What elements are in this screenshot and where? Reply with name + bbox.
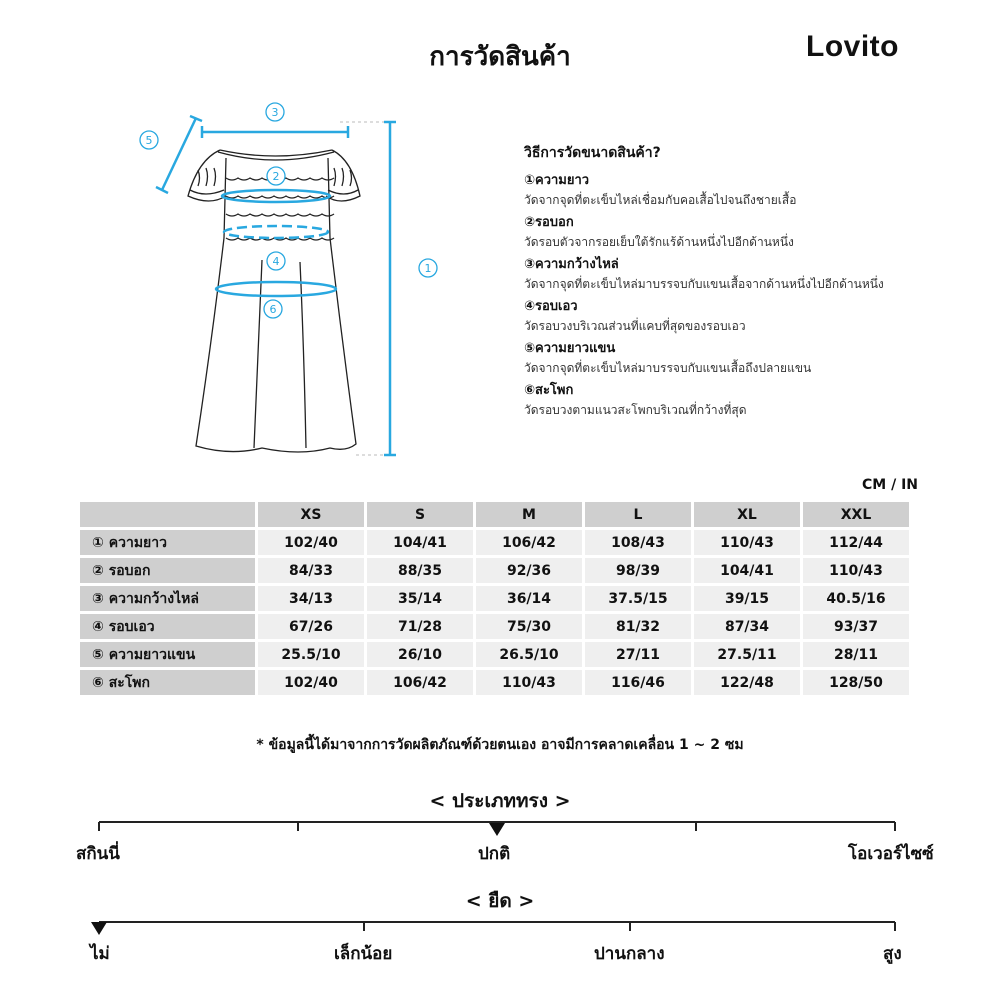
- svg-text:4: 4: [272, 255, 280, 268]
- instruction-desc: วัดจากจุดที่ตะเข็บไหล่มาบรรจบกับแขนเสื้อถึงปลายแขน: [524, 361, 812, 375]
- table-cell: 81/32: [585, 614, 691, 639]
- table-row: [80, 642, 909, 667]
- instruction-title: ⑥สะโพก: [524, 383, 574, 398]
- brand-logo: Lovito: [806, 30, 899, 63]
- table-row: [80, 586, 909, 611]
- stretch-label-medium: ปานกลาง: [594, 944, 665, 964]
- table-cell: 37.5/15: [585, 586, 691, 611]
- table-cell: 122/48: [694, 670, 800, 695]
- stretch-label-slight: เล็กน้อย: [334, 944, 393, 964]
- table-cell: 110/43: [476, 670, 582, 695]
- svg-text:3: 3: [271, 106, 279, 119]
- table-cell: 34/13: [258, 586, 364, 611]
- instruction-item: [524, 296, 964, 338]
- table-cell: 112/44: [803, 530, 909, 555]
- table-cell: 110/43: [694, 530, 800, 555]
- size-header: S: [367, 502, 473, 527]
- table-cell: 71/28: [367, 614, 473, 639]
- instruction-desc: วัดจากจุดที่ตะเข็บไหล่เชื่อมกับคอเสื้อไปจนถึงชายเสื้อ: [524, 193, 797, 207]
- table-header-row: [80, 502, 909, 527]
- svg-text:1: 1: [424, 262, 432, 275]
- fit-scale-line: [99, 822, 895, 831]
- instruction-item: [524, 380, 964, 422]
- table-cell: 102/40: [258, 670, 364, 695]
- row-label: ③ ความกว้างไหล่: [80, 586, 255, 611]
- table-cell: 36/14: [476, 586, 582, 611]
- table-cell: 39/15: [694, 586, 800, 611]
- table-cell: 108/43: [585, 530, 691, 555]
- marker-labels: [146, 106, 432, 316]
- table-cell: 27.5/11: [694, 642, 800, 667]
- table-row: [80, 614, 909, 639]
- table-cell: 106/42: [367, 670, 473, 695]
- size-header: XL: [694, 502, 800, 527]
- table-row: [80, 670, 909, 695]
- instruction-desc: วัดรอบตัวจากรอยเย็บใต้รักแร้ด้านหนึ่งไปอีกด้านหนึ่ง: [524, 235, 794, 249]
- size-header: M: [476, 502, 582, 527]
- page-title: การวัดสินค้า: [429, 42, 571, 72]
- size-header: L: [585, 502, 691, 527]
- table-cell: 26/10: [367, 642, 473, 667]
- instructions-heading: วิธีการวัดขนาดสินค้า?: [524, 145, 661, 161]
- instruction-title: ①ความยาว: [524, 173, 590, 188]
- stretch-scale-title: < ยืด >: [465, 890, 535, 912]
- instruction-desc: วัดรอบวงตามแนวสะโพกบริเวณที่กว้างที่สุด: [524, 403, 747, 417]
- measure-instructions: [524, 146, 964, 422]
- table-cell: 84/33: [258, 558, 364, 583]
- fit-label-regular: ปกติ: [478, 844, 511, 864]
- instruction-title: ②รอบอก: [524, 215, 574, 230]
- measurement-note: * ข้อมูลนี้ได้มาจากการวัดผลิตภัณฑ์ด้วยตนเอง อาจมีการคลาดเคลื่อน 1 ~ 2 ซม: [256, 737, 744, 753]
- svg-text:2: 2: [272, 170, 280, 183]
- stretch-label-none: ไม่: [90, 944, 110, 964]
- table-cell: 110/43: [803, 558, 909, 583]
- table-cell: 98/39: [585, 558, 691, 583]
- instruction-desc: วัดรอบวงบริเวณส่วนที่แคบที่สุดของรอบเอว: [524, 319, 746, 333]
- table-cell: 25.5/10: [258, 642, 364, 667]
- table-row: [80, 558, 909, 583]
- fit-label-oversize: โอเวอร์ไซซ์: [848, 844, 934, 864]
- guide-lines: [340, 122, 384, 455]
- svg-text:6: 6: [269, 303, 277, 316]
- table-cell: 116/46: [585, 670, 691, 695]
- table-cell: 104/41: [694, 558, 800, 583]
- size-header: XXL: [803, 502, 909, 527]
- instruction-title: ⑤ความยาวแขน: [524, 341, 616, 356]
- instruction-title: ④รอบเอว: [524, 299, 578, 314]
- table-cell: 27/11: [585, 642, 691, 667]
- stretch-scale-line: [99, 922, 895, 931]
- row-label: ⑤ ความยาวแขน: [80, 642, 255, 667]
- table-cell: 106/42: [476, 530, 582, 555]
- row-label: ④ รอบเอว: [80, 614, 255, 639]
- marker-circles: [140, 103, 437, 318]
- table-cell: 26.5/10: [476, 642, 582, 667]
- table-cell: 93/37: [803, 614, 909, 639]
- size-table: [77, 499, 912, 698]
- fit-label-skinny: สกินนี่: [76, 844, 120, 864]
- table-cell: 67/26: [258, 614, 364, 639]
- instruction-title: ③ความกว้างไหล่: [524, 257, 619, 272]
- table-cell: 88/35: [367, 558, 473, 583]
- table-cell: 35/14: [367, 586, 473, 611]
- stretch-indicator-icon: [91, 922, 107, 935]
- instruction-desc: วัดจากจุดที่ตะเข็บไหล่มาบรรจบกับแขนเสื้อจากด้านหนึ่งไปอีกด้านหนึ่ง: [524, 277, 884, 291]
- instruction-item: [524, 254, 964, 296]
- fit-indicator-icon: [489, 823, 505, 836]
- row-label: ② รอบอก: [80, 558, 255, 583]
- table-cell: 87/34: [694, 614, 800, 639]
- table-corner-cell: [80, 502, 255, 527]
- table-row: [80, 530, 909, 555]
- size-header: XS: [258, 502, 364, 527]
- fit-scale-title: < ประเภททรง >: [429, 790, 571, 812]
- instruction-item: [524, 170, 964, 212]
- units-label: CM / IN: [862, 477, 918, 493]
- table-cell: 40.5/16: [803, 586, 909, 611]
- instruction-item: [524, 212, 964, 254]
- table-cell: 28/11: [803, 642, 909, 667]
- table-cell: 92/36: [476, 558, 582, 583]
- instruction-item: [524, 338, 964, 380]
- svg-text:5: 5: [145, 134, 153, 147]
- row-label: ① ความยาว: [80, 530, 255, 555]
- stretch-label-high: สูง: [883, 944, 902, 964]
- table-cell: 102/40: [258, 530, 364, 555]
- row-label: ⑥ สะโพก: [80, 670, 255, 695]
- table-cell: 104/41: [367, 530, 473, 555]
- table-cell: 75/30: [476, 614, 582, 639]
- table-cell: 128/50: [803, 670, 909, 695]
